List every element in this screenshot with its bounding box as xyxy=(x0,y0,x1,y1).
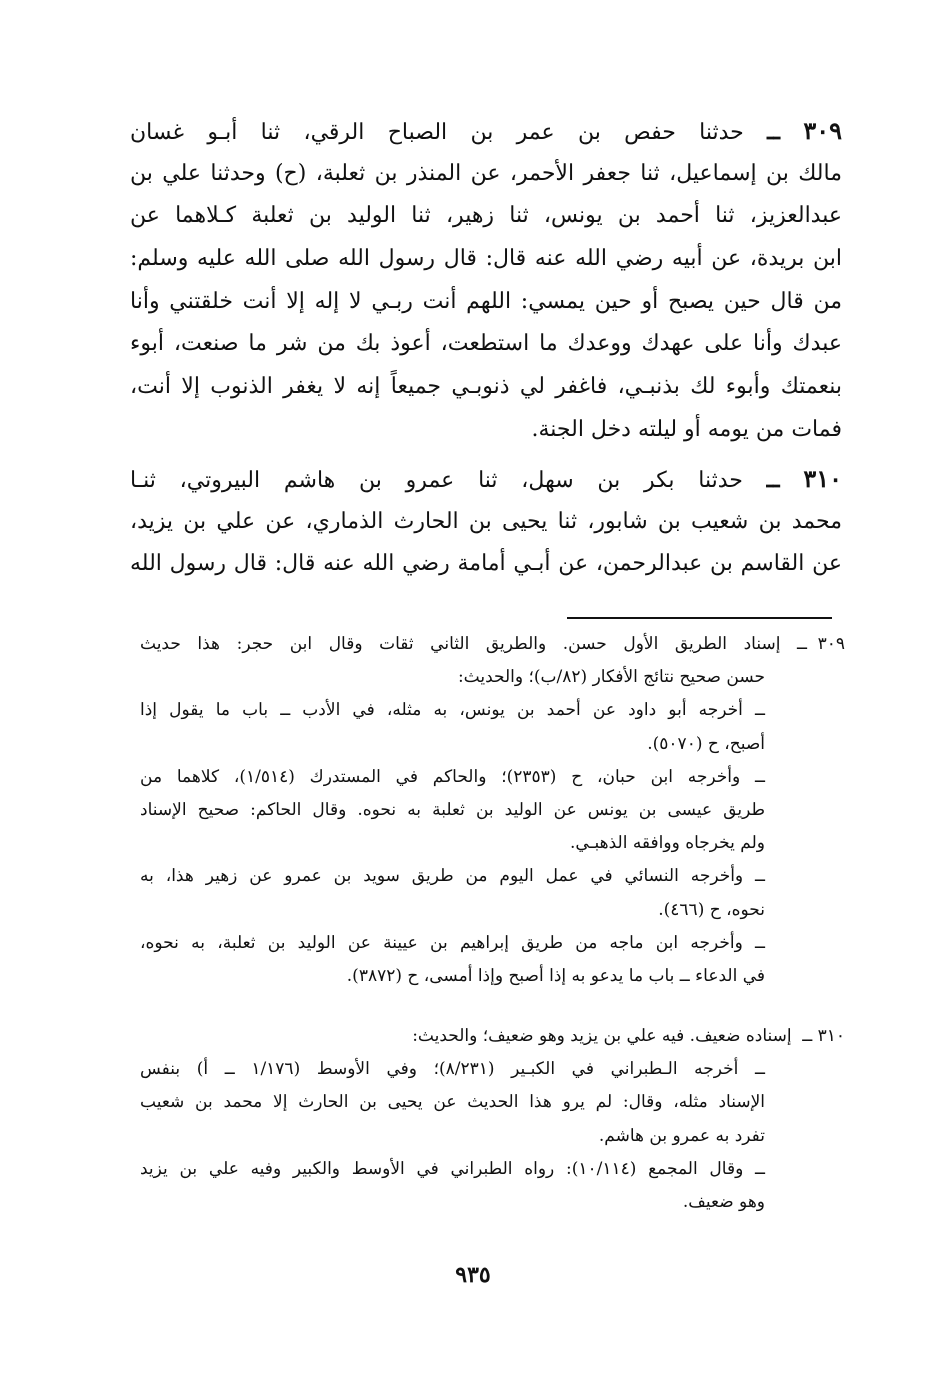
footnote-line: ولم يخرجاه ووافقه الذهبـي. xyxy=(569,833,765,854)
footnote-line: ــ وقال المجمع (١٠/١١٤): رواه الطبراني في الأوسط والكبير وفيه علي بن يزيد xyxy=(140,1158,765,1179)
hadith-line: مالك بن إسماعيل، ثنا جعفر الأحمر، عن المنذر بن ثعلبة، (ح) وحدثنا علي بن xyxy=(130,160,842,186)
hadith-line: من قال حين يصبح أو حين يمسي: اللهم أنت ربـي لا إله إلا أنت خلقتني وأنا xyxy=(130,288,842,314)
footnote-line xyxy=(140,628,845,661)
hadith-line xyxy=(130,458,842,501)
footnote-line: في الدعاء ــ باب ما يدعو به إذا أصبح وإذا أمسى، ح (٣٨٧٢). xyxy=(346,965,765,986)
hadith-line: محمد بن شعيب بن شابور، ثنا يحيى بن الحارث الذماري، عن علي بن يزيد، xyxy=(130,508,842,534)
footnote-line: أصبح، ح (٥٠٧٠). xyxy=(647,733,765,754)
footnote-line: ــ وأخرجه ابن ماجه من طريق إبراهيم بن عيينة عن الوليد بن ثعلبة، به نحوه، xyxy=(140,932,765,953)
footnote-line: طريق عيسى بن يونس عن الوليد بن ثعلبة به نحوه. وقال الحاكم: صحيح الإسناد xyxy=(140,799,765,820)
page-number: ٩٣٥ xyxy=(455,1262,491,1288)
hadith-text: حدثنا حفص بن عمر بن الصباح الرقي، ثنا أبـو غسان xyxy=(130,120,744,145)
hadith-line: بنعمتك وأبوء لك بذنبـي، فاغفر لي ذنوبـي جميعاً إنه لا يغفر الذنوب إلا أنت، xyxy=(130,374,842,400)
hadith-line: عبدالعزيز، ثنا أحمد بن يونس، ثنا زهير، ثنا الوليد بن ثعلبة كـلاهما عن xyxy=(130,203,842,229)
hadith-310 xyxy=(130,458,842,586)
hadith-309 xyxy=(130,110,842,452)
hadith-line: عبدك وأنا على عهدك ووعدك ما استطعت، أعوذ بك من شر ما صنعت، أبوء xyxy=(130,331,842,357)
footnote-line: ــ وأخرجه النسائي في عمل اليوم من طريق سويد بن عمرو عن زهير هذا، به xyxy=(140,866,765,887)
footnote-line: تفرد به عمرو بن هاشم. xyxy=(598,1125,765,1146)
hadith-dash: ــ xyxy=(766,467,780,493)
footnote-line: حسن صحيح نتائج الأفكار (٨٢/ب)؛ والحديث: xyxy=(457,667,765,688)
hadith-line: فمات من يومه أو ليلته دخل الجنة. xyxy=(531,416,842,442)
footnote-text: إسناد الطريق الأول حسن. والطريق الثاني ثقات وقال ابن حجر: هذا حديث xyxy=(140,634,781,654)
hadith-text: حدثنا بكر بن سهل، ثنا عمرو بن هاشم البيروتي، ثنـا xyxy=(130,468,743,493)
hadith-number: ٣٠٩ xyxy=(803,116,842,145)
footnote-line: ــ أخرجه الـطبراني في الكبـير (٨/٢٣١)؛ وفي الأوسط (١/١٧٦ ــ أ) بنفس xyxy=(140,1059,765,1080)
footnote-310 xyxy=(140,1020,845,1219)
hadith-line xyxy=(130,110,842,153)
hadith-line: عن القاسم بن عبدالرحمن، عن أبـي أمامة رضي الله عنه قال: قال رسول الله xyxy=(130,551,842,577)
footnote-309 xyxy=(140,628,845,993)
footnote-line: نحوه، ح (٤٦٦). xyxy=(658,899,765,920)
footnote-separator xyxy=(567,617,832,619)
footnote-line: وهو ضعيف. xyxy=(682,1191,765,1212)
footnote-number: ٣٠٩ ــ xyxy=(797,634,845,654)
hadith-dash: ــ xyxy=(767,119,780,145)
footnote-line xyxy=(140,1020,845,1053)
footnote-number: ٣١٠ ــ xyxy=(802,1026,845,1046)
footnote-text: إسناده ضعيف. فيه علي بن يزيد وهو ضعيف؛ والحديث: xyxy=(412,1026,792,1046)
footnote-line: ــ أخرجه أبو داود عن أحمد بن يونس، به مثله، في الأدب ــ باب ما يقول إذا xyxy=(140,700,765,721)
hadith-number: ٣١٠ xyxy=(803,464,842,493)
hadith-line: ابن بريدة، عن أبيه رضي الله عنه قال: قال رسول الله صلى الله عليه وسلم: xyxy=(130,246,842,272)
footnote-line: ــ وأخرجه ابن حبان، ح (٢٣٥٣)؛ والحاكم في المستدرك (١/٥١٤)، كلاهما من xyxy=(140,766,765,787)
footnote-line: الإسناد مثله، وقال: لم يرو هذا الحديث عن يحيى بن الحارث إلا محمد بن شعيب xyxy=(140,1092,765,1113)
